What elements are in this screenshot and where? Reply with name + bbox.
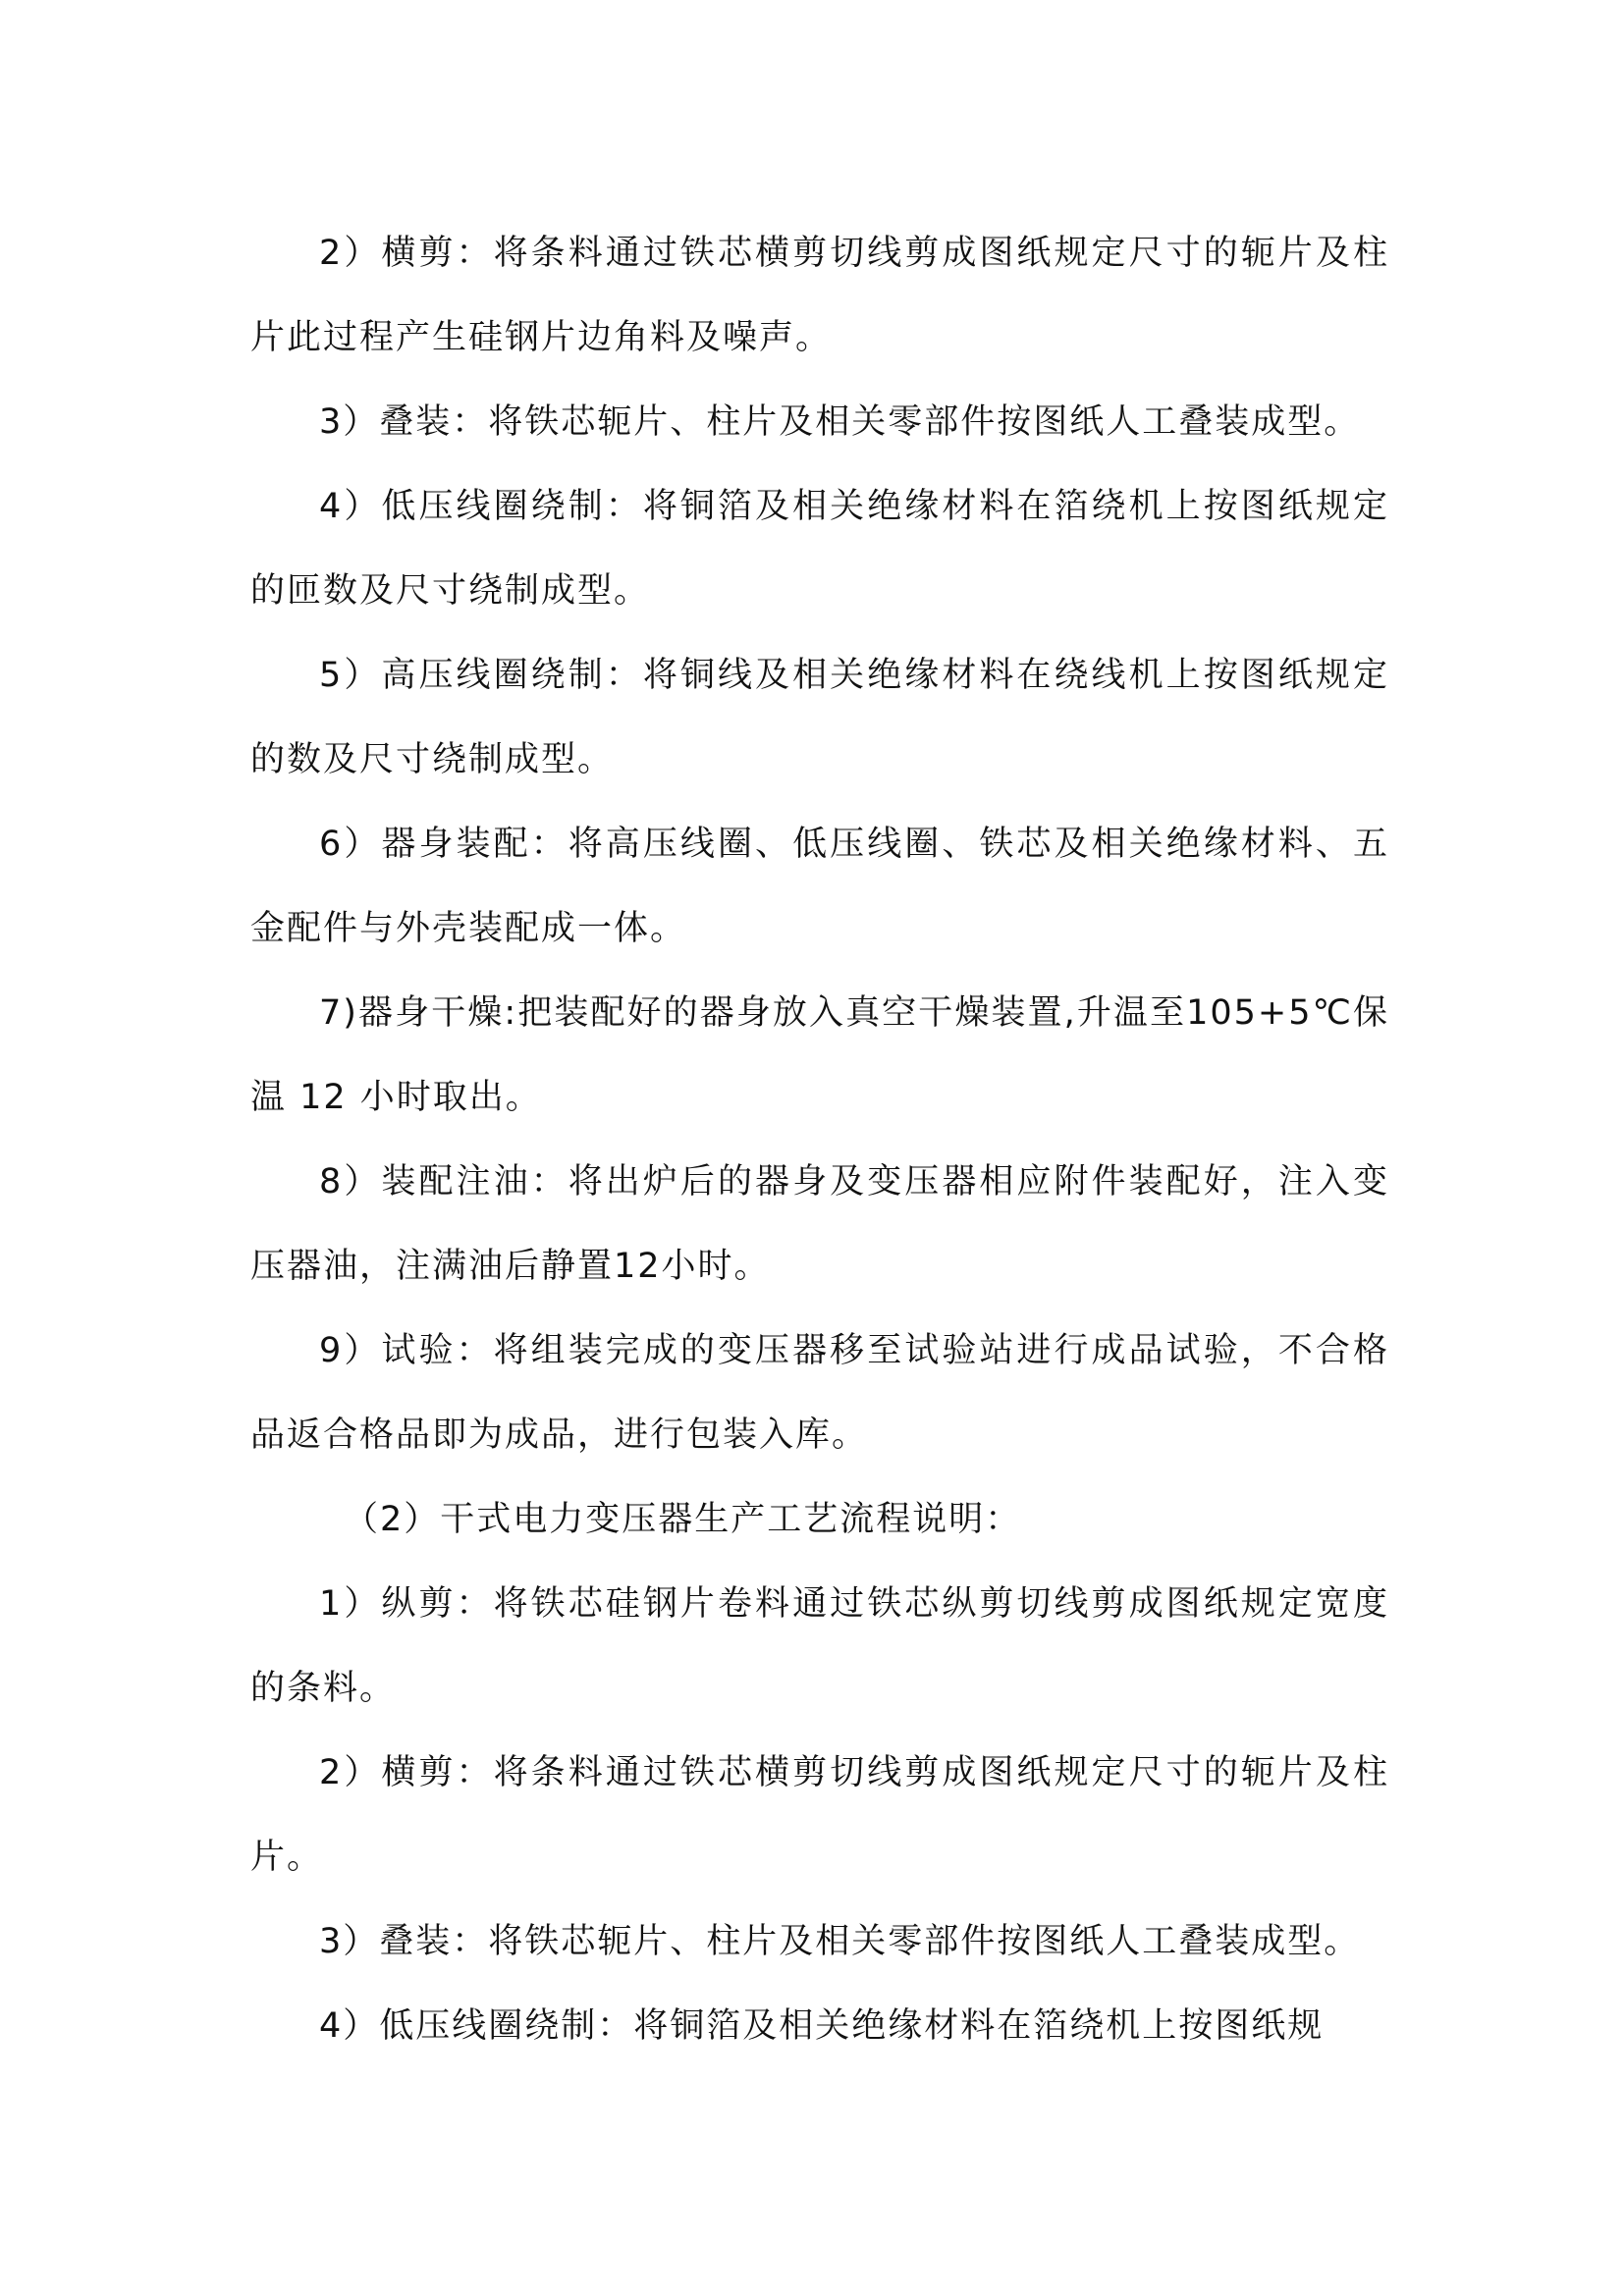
paragraph-crosscut-oil: 2）横剪：将条料通过铁芯横剪切线剪成图纸规定尺寸的轭片及柱片此过程产生硅钢片边角料及噪声。: [250, 234, 1389, 357]
paragraph-stacking-oil: 3）叠装：将铁芯轭片、柱片及相关零部件按图纸人工叠装成型。: [319, 402, 1361, 442]
paragraph-body-drying: 7)器身干燥:把装配好的器身放入真空干燥装置,升温至105+5℃保温 12 小时取出。: [250, 993, 1389, 1117]
paragraph-testing: 9）试验：将组装完成的变压器移至试验站进行成品试验，不合格品返合格品即为成品，进行包装入库。: [250, 1331, 1389, 1455]
paragraph-lv-coil-dry: 4）低压线圈绕制：将铜箔及相关绝缘材料在箔绕机上按图纸规: [319, 2006, 1325, 2046]
paragraph-slitting: 1）纵剪：将铁芯硅钢片卷料通过铁芯纵剪切线剪成图纸规定宽度的条料。: [250, 1584, 1389, 1708]
paragraph-lv-coil-oil: 4）低压线圈绕制：将铜箔及相关绝缘材料在箔绕机上按图纸规定的匝数及尺寸绕制成型。: [250, 487, 1389, 611]
paragraph-crosscut-dry: 2）横剪：将条料通过铁芯横剪切线剪成图纸规定尺寸的轭片及柱片。: [250, 1753, 1389, 1877]
paragraph-body-assembly: 6）器身装配：将高压线圈、低压线圈、铁芯及相关绝缘材料、五金配件与外壳装配成一体。: [250, 825, 1389, 948]
section-heading-dry-type: （2）干式电力变压器生产工艺流程说明：: [344, 1500, 1022, 1539]
paragraph-oil-filling: 8）装配注油：将出炉后的器身及变压器相应附件装配好，注入变压器油，注满油后静置12小时。: [250, 1162, 1389, 1286]
paragraph-hv-coil-oil: 5）高压线圈绕制：将铜线及相关绝缘材料在绕线机上按图纸规定的数及尺寸绕制成型。: [250, 656, 1389, 779]
paragraph-stacking-dry: 3）叠装：将铁芯轭片、柱片及相关零部件按图纸人工叠装成型。: [319, 1922, 1361, 1961]
document-body: [250, 211, 1389, 2068]
